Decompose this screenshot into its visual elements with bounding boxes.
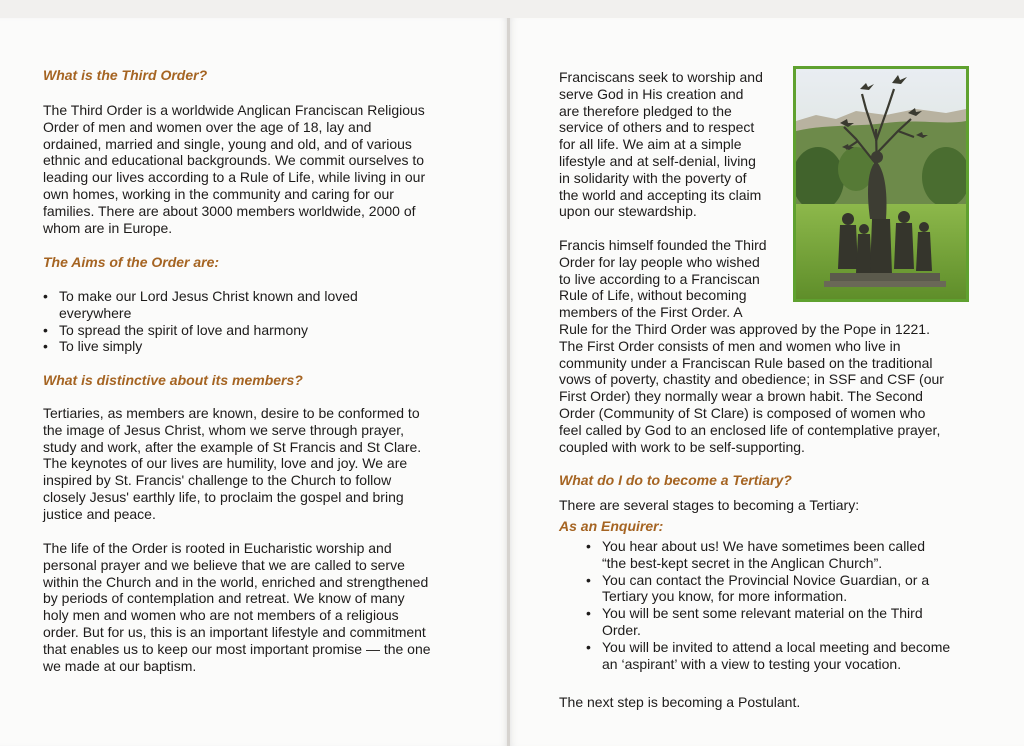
text-line: the image of Jesus Christ, whom we serve through prayer,	[43, 421, 405, 438]
heading-third-order: What is the Third Order?	[43, 67, 208, 83]
text-line: The Third Order is a worldwide Anglican Franciscan Religious	[43, 102, 425, 118]
text-line: The life of the Order is rooted in Eucharistic worship and	[43, 540, 392, 556]
text-line: upon our stewardship.	[559, 203, 697, 220]
text-line: closely Jesus' earthly life, to proclaim the gospel and bring	[43, 488, 404, 505]
text-line: to live according to a Franciscan	[559, 270, 760, 287]
text-line: feel called by God to an enclosed life of contemplative prayer,	[559, 421, 941, 438]
text-line: Order (Community of St Clare) is composed of women who	[559, 404, 926, 421]
text-line: Tertiaries, as members are known, desire to be conformed to	[43, 405, 420, 421]
text-line: by periods of contemplation and retreat. We know of many	[43, 590, 405, 607]
text-line: we made at our baptism.	[43, 657, 197, 674]
text-line: order. But for us, this is an important lifestyle and commitment	[43, 623, 426, 640]
heading-distinctive: What is distinctive about its members?	[43, 372, 303, 388]
text-line: Francis himself founded the Third	[559, 237, 767, 253]
st-francis-statue-photo	[793, 66, 969, 302]
aims-list	[43, 288, 388, 355]
text-line: coupled with work to be self-supporting.	[559, 438, 805, 455]
text-line: vows of poverty, chastity and obedience; in SSF and CSF (our	[559, 371, 944, 388]
text-line: community under a Franciscan Rule based on the traditional	[559, 354, 933, 371]
text-line: whom are in Europe.	[43, 219, 173, 236]
text-line: families. There are about 3000 members worldwide, 2000 of	[43, 202, 416, 219]
text-line: Order for lay people who wished	[559, 253, 760, 270]
text-line: study and work, after the example of St Francis and St Clare.	[43, 438, 422, 455]
list-item: • You will be sent some relevant material on the Third Order.	[586, 605, 951, 639]
text-line: the world and accepting its claim	[559, 186, 762, 203]
next-step: The next step is becoming a Postulant.	[559, 694, 801, 710]
text-line: First Order) they normally wear a brown habit. The Second	[559, 388, 923, 405]
list-item: • You can contact the Provincial Novice Guardian, or a Tertiary you know, for more information.	[586, 572, 951, 606]
list-item: • To live simply	[43, 338, 388, 355]
list-item: • To spread the spirit of love and harmony	[43, 322, 388, 339]
para-life	[43, 540, 473, 674]
text-line: Rule of Life, without becoming	[559, 287, 747, 304]
text-line: Rule for the Third Order was approved by the Pope in 1221.	[559, 320, 930, 337]
list-item: • You will be invited to attend a local meeting and become an ‘aspirant’ with a view to testing your vocation.	[586, 639, 951, 673]
text-line: within the Church and in the world, enriched and strengthened	[43, 573, 429, 590]
text-line: in solidarity with the poverty of	[559, 169, 747, 186]
text-line: lifestyle and at self-denial, living	[559, 152, 756, 169]
subheading-enquirer: As an Enquirer:	[559, 518, 664, 534]
text-line: ordained, married and single, young and old, and of various	[43, 135, 412, 152]
text-line: that enables us to keep our most important promise — the one	[43, 640, 431, 657]
text-line: Franciscans seek to worship and	[559, 69, 763, 85]
para-franciscans	[559, 69, 789, 220]
become-intro: There are several stages to becoming a Tertiary:	[559, 497, 860, 513]
para-third-order	[43, 102, 463, 236]
text-line: for all life. We aim at a simple	[559, 136, 742, 153]
text-line: ethnic and educational backgrounds. We commit ourselves to	[43, 152, 425, 169]
text-line: The keynotes of our lives are humility, love and joy. We are	[43, 455, 408, 472]
heading-aims: The Aims of the Order are:	[43, 254, 220, 270]
text-line: holy men and women who are not members of a religious	[43, 607, 399, 624]
text-line: personal prayer and we believe that we are called to serve	[43, 556, 405, 573]
text-line: service of others and to respect	[559, 119, 755, 136]
para-distinctive	[43, 405, 463, 523]
page-spine	[507, 18, 510, 746]
text-line: inspired by St. Francis' challenge to the Church to follow	[43, 472, 392, 489]
statue-photo-image	[796, 69, 966, 299]
text-line: members of the First Order. A	[559, 304, 743, 321]
text-line: The First Order consists of men and women who live in	[559, 337, 901, 354]
list-item: • To make our Lord Jesus Christ known and loved everywhere	[43, 288, 388, 322]
enquirer-list	[586, 538, 951, 672]
text-line: own homes, working in the community and caring for our	[43, 185, 394, 202]
heading-become-tertiary: What do I do to become a Tertiary?	[559, 472, 792, 488]
text-line: leading our lives according to a Rule of Life, while living in our	[43, 169, 426, 186]
text-line: serve God in His creation and	[559, 85, 744, 102]
text-line: justice and peace.	[43, 505, 156, 522]
list-item: • You hear about us! We have sometimes been called “the best-kept secret in the Anglican Church”.	[586, 538, 951, 572]
text-line: Order of men and women over the age of 18, lay and	[43, 118, 372, 135]
text-line: are therefore pledged to the	[559, 102, 732, 119]
